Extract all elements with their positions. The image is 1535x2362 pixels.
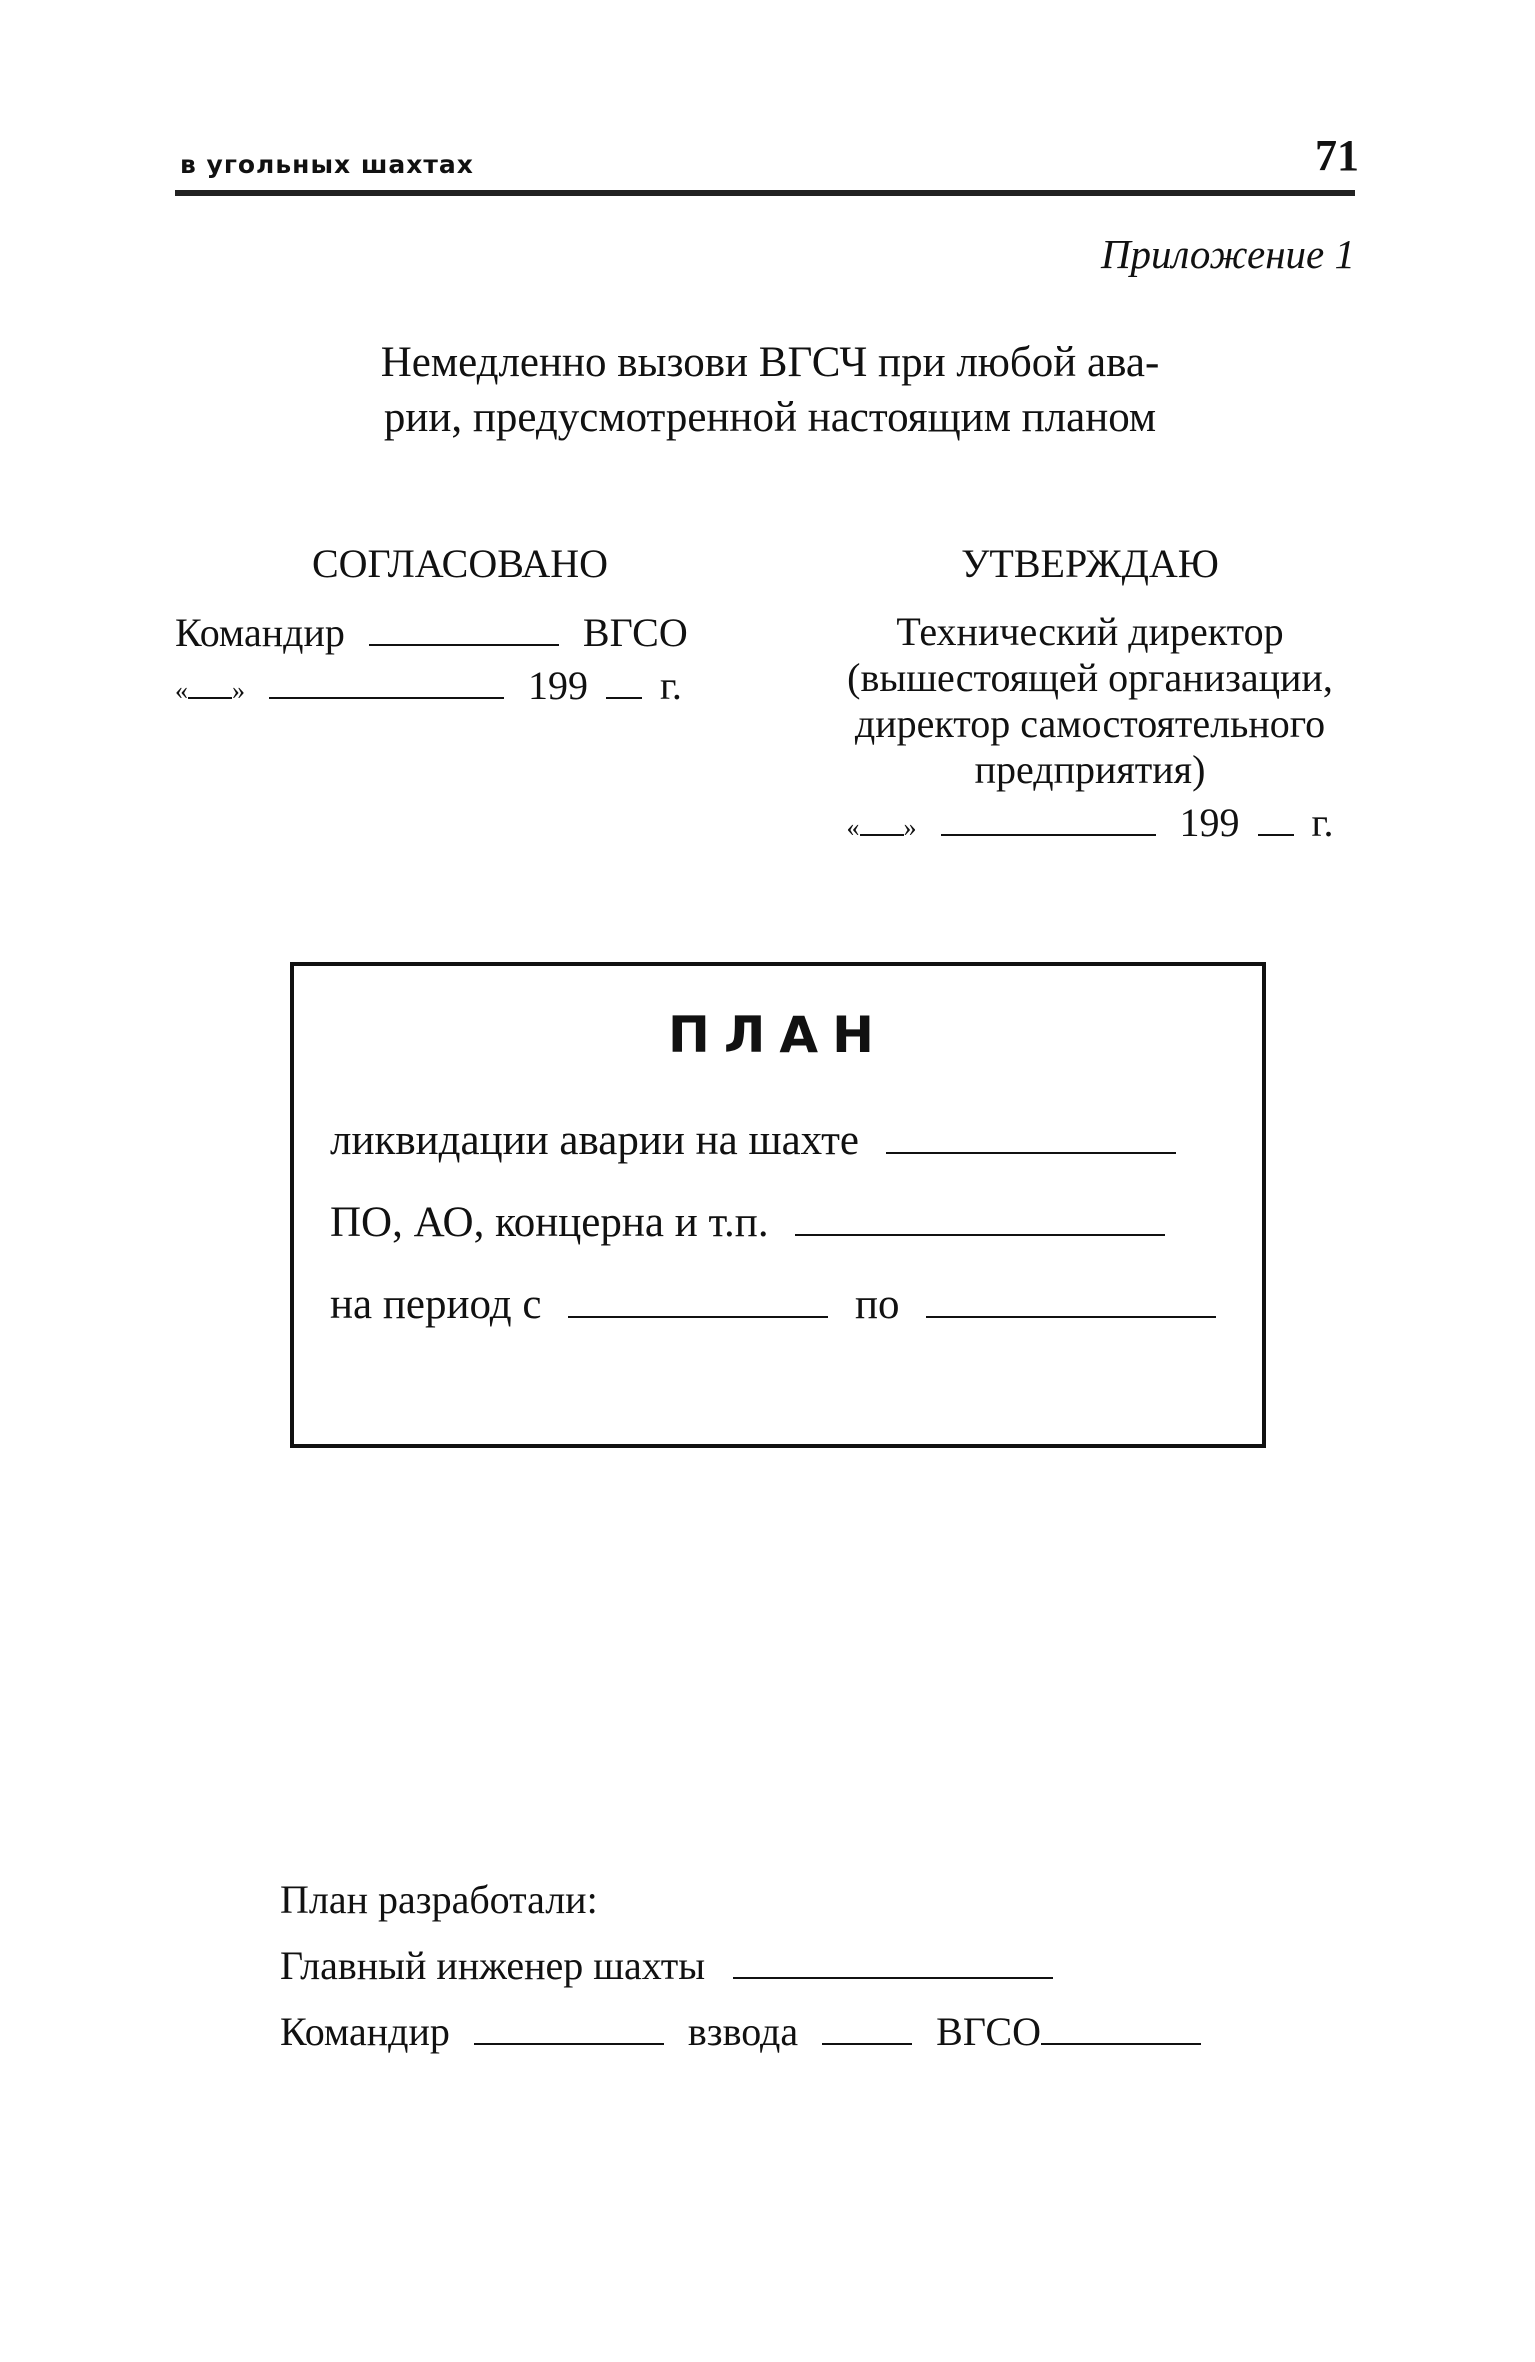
confirm-heading: УТВЕРЖДАЮ	[961, 541, 1219, 586]
approval-block-confirm	[820, 540, 1360, 846]
page-number: 71	[1315, 131, 1359, 180]
quote-open: «	[846, 813, 860, 842]
footer-org-label: ВГСО	[936, 2009, 1041, 2054]
period-from-blank[interactable]	[568, 1315, 828, 1318]
emergency-notice	[250, 335, 1290, 445]
plan-mine-label: ликвидации аварии на шахте	[330, 1117, 859, 1164]
agreed-date-row	[175, 662, 705, 709]
agreed-heading: СОГЛАСОВАНО	[311, 541, 609, 586]
confirm-line-3: директор самостоятельного	[854, 701, 1326, 746]
day-blank[interactable]	[860, 833, 904, 836]
notice-line-2: рии, предусмотренной настоящим планом	[383, 394, 1157, 441]
approval-block-agreed	[175, 540, 705, 709]
running-head: в угольных шахтах	[180, 150, 474, 179]
plan-title: ПЛАН	[668, 1006, 888, 1064]
year-label: 199	[528, 663, 588, 708]
quote-close: »	[903, 813, 917, 842]
period-to-label: по	[854, 1281, 900, 1328]
plan-org-label: ПО, АО, концерна и т.п.	[330, 1199, 769, 1246]
year-suffix: г.	[660, 663, 682, 708]
commander-label: Командир	[175, 610, 345, 655]
plan-box	[290, 962, 1266, 1448]
chief-engineer-label: Главный инженер шахты	[280, 1943, 706, 1988]
year-blank[interactable]	[606, 696, 642, 699]
platoon-blank[interactable]	[822, 2042, 912, 2045]
header-rule	[175, 190, 1355, 196]
plan-period-row	[330, 1280, 1216, 1329]
plan-org-row	[330, 1198, 1165, 1247]
platoon-label: взвода	[687, 2009, 799, 2054]
period-from-label: на период с	[330, 1281, 542, 1328]
period-to-blank[interactable]	[926, 1315, 1216, 1318]
notice-line-1: Немедленно вызови ВГСЧ при любой ава-	[380, 339, 1160, 386]
footer-commander-blank[interactable]	[474, 2042, 664, 2045]
mine-blank[interactable]	[886, 1151, 1176, 1154]
commander-row	[175, 609, 705, 656]
confirm-line-4: предприятия)	[974, 747, 1206, 792]
org-label: ВГСО	[582, 610, 688, 655]
confirm-date-row	[820, 799, 1360, 846]
year-blank[interactable]	[1258, 833, 1294, 836]
year-suffix: г.	[1311, 800, 1334, 845]
footer-org-blank[interactable]	[1041, 2042, 1201, 2045]
chief-engineer-row	[280, 1942, 1053, 1989]
chief-engineer-blank[interactable]	[733, 1976, 1053, 1979]
quote-close: »	[232, 676, 245, 705]
quote-open: «	[175, 676, 188, 705]
commander-blank[interactable]	[369, 643, 559, 646]
plan-mine-row	[330, 1116, 1176, 1165]
month-blank[interactable]	[269, 696, 504, 699]
footer-commander-label: Командир	[280, 2009, 450, 2054]
footer-commander-row	[280, 2008, 1201, 2055]
year-label: 199	[1179, 800, 1240, 845]
month-blank[interactable]	[941, 833, 1156, 836]
day-blank[interactable]	[188, 696, 232, 699]
org-blank[interactable]	[795, 1233, 1165, 1236]
appendix-label: Приложение 1	[1100, 231, 1355, 277]
confirm-line-1: Технический директор	[896, 609, 1284, 654]
confirm-line-2: (вышестоящей организации,	[847, 655, 1333, 700]
developed-label: План разработали:	[280, 1877, 598, 1922]
